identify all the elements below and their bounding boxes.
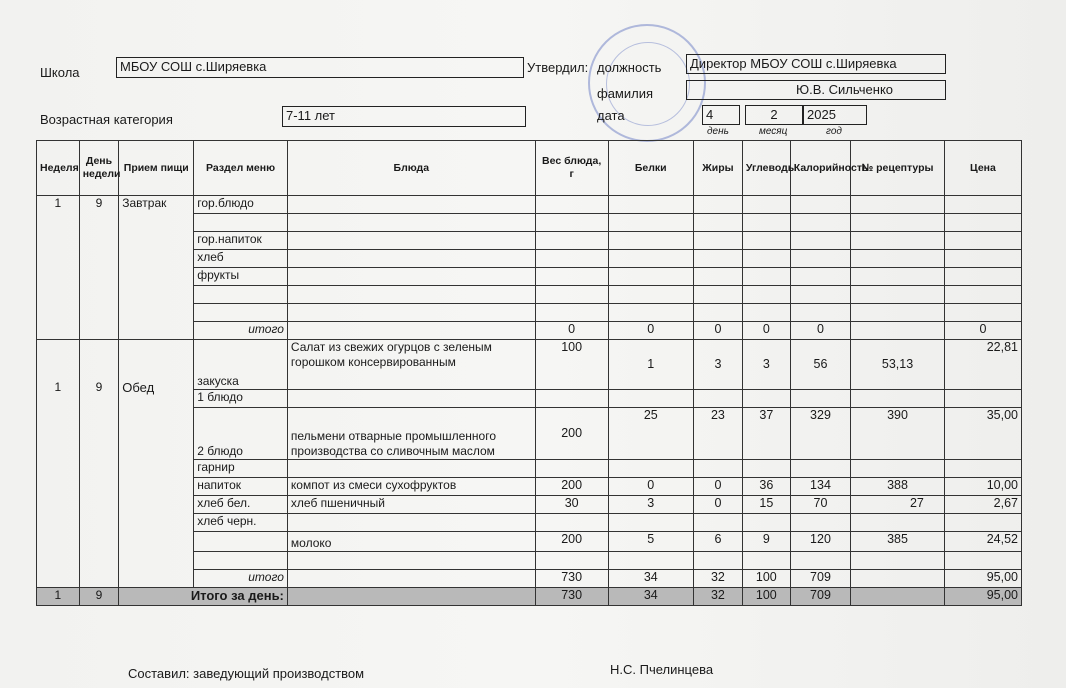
kcal-cell: 329	[790, 408, 850, 460]
kcal-cell: 134	[790, 478, 850, 496]
fat-cell: 3	[693, 340, 742, 390]
fat-cell: 0	[693, 496, 742, 514]
weight-cell: 200	[535, 478, 608, 496]
itogo-price: 0	[944, 322, 1021, 340]
itogo-kcal: 0	[790, 322, 850, 340]
fat-cell: 23	[693, 408, 742, 460]
lunch-meal: Обед	[119, 340, 194, 588]
section-cell: гарнир	[194, 460, 288, 478]
total-day: 9	[79, 588, 119, 606]
position-field: Директор МБОУ СОШ с.Ширяевка	[686, 54, 946, 74]
itogo-protein: 0	[608, 322, 693, 340]
itogo-weight: 0	[535, 322, 608, 340]
dish-cell: пельмени отварные промышленного производства со сливочным маслом	[287, 408, 535, 460]
total-carbs: 100	[742, 588, 790, 606]
total-kcal: 709	[790, 588, 850, 606]
total-protein: 34	[608, 588, 693, 606]
fat-cell: 0	[693, 478, 742, 496]
section-cell: закуска	[194, 340, 288, 390]
col-protein: Белки	[608, 141, 693, 196]
price-cell: 10,00	[944, 478, 1021, 496]
col-weight: Вес блюда, г	[535, 141, 608, 196]
carbs-cell: 37	[742, 408, 790, 460]
section-cell	[194, 552, 288, 570]
fat-cell: 6	[693, 532, 742, 552]
col-section: Раздел меню	[194, 141, 288, 196]
section-cell: напиток	[194, 478, 288, 496]
breakfast-week: 1	[37, 196, 80, 340]
dish-cell: Салат из свежих огурцов с зеленым горошком консервированным	[287, 340, 535, 390]
year-caption: год	[826, 126, 842, 137]
compiled-by-label: Составил: заведующий производством	[128, 666, 365, 681]
itogo-price: 95,00	[944, 570, 1021, 588]
weight-cell: 30	[535, 496, 608, 514]
itogo-weight: 730	[535, 570, 608, 588]
section-cell: хлеб бел.	[194, 496, 288, 514]
itogo-protein: 34	[608, 570, 693, 588]
compiled-by-name: Н.С. Пчелинцева	[610, 662, 714, 677]
date-month-field: 2	[745, 105, 803, 125]
itogo-fat: 0	[693, 322, 742, 340]
kcal-cell: 70	[790, 496, 850, 514]
section-cell: 1 блюдо	[194, 390, 288, 408]
itogo-kcal: 709	[790, 570, 850, 588]
col-meal: Прием пищи	[119, 141, 194, 196]
carbs-cell: 36	[742, 478, 790, 496]
protein-cell: 25	[608, 408, 693, 460]
lunch-week: 1	[37, 340, 80, 588]
protein-cell: 5	[608, 532, 693, 552]
table-row	[37, 196, 1022, 214]
protein-cell: 3	[608, 496, 693, 514]
recipe-cell: 385	[851, 532, 945, 552]
day-total-label: Итого за день:	[119, 588, 288, 606]
kcal-cell: 56	[790, 340, 850, 390]
section-cell	[194, 304, 288, 322]
carbs-cell: 15	[742, 496, 790, 514]
price-cell: 2,67	[944, 496, 1021, 514]
dish-cell: компот из смеси сухофруктов	[287, 478, 535, 496]
menu-table	[36, 140, 1022, 606]
total-weight: 730	[535, 588, 608, 606]
section-cell: гор.блюдо	[194, 196, 288, 214]
col-kcal: Калорийность	[790, 141, 850, 196]
price-cell: 24,52	[944, 532, 1021, 552]
price-cell: 35,00	[944, 408, 1021, 460]
total-fat: 32	[693, 588, 742, 606]
breakfast-day: 9	[79, 196, 119, 340]
surname-field: Ю.В. Сильченко	[686, 80, 946, 100]
date-day-field: 4	[702, 105, 740, 125]
col-week: Неделя	[37, 141, 80, 196]
kcal-cell: 120	[790, 532, 850, 552]
recipe-cell: 53,13	[851, 340, 945, 390]
protein-cell: 1	[608, 340, 693, 390]
carbs-cell: 9	[742, 532, 790, 552]
itogo-carbs: 100	[742, 570, 790, 588]
table-row	[37, 340, 1022, 390]
position-label: должность	[597, 60, 662, 75]
price-cell: 22,81	[944, 340, 1021, 390]
day-total-row	[37, 588, 1022, 606]
itogo-label: итого	[194, 322, 288, 340]
approved-label: Утвердил:	[527, 60, 589, 75]
col-price: Цена	[944, 141, 1021, 196]
col-recipe: № рецептуры	[851, 141, 945, 196]
protein-cell: 0	[608, 478, 693, 496]
itogo-fat: 32	[693, 570, 742, 588]
section-cell: 2 блюдо	[194, 408, 288, 460]
dish-cell: хлеб пшеничный	[287, 496, 535, 514]
recipe-cell: 390	[851, 408, 945, 460]
weight-cell: 100	[535, 340, 608, 390]
month-caption: месяц	[759, 126, 788, 137]
table-header-row	[37, 141, 1022, 196]
section-cell	[194, 214, 288, 232]
dish-cell	[287, 390, 535, 408]
section-cell: хлеб черн.	[194, 514, 288, 532]
school-label: Школа	[40, 65, 80, 80]
itogo-carbs: 0	[742, 322, 790, 340]
itogo-label: итого	[194, 570, 288, 588]
total-price: 95,00	[944, 588, 1021, 606]
total-week: 1	[37, 588, 80, 606]
section-cell: хлеб	[194, 250, 288, 268]
recipe-cell: 27	[851, 496, 945, 514]
school-field: МБОУ СОШ с.Ширяевка	[116, 57, 524, 78]
day-caption: день	[707, 126, 729, 137]
col-fat: Жиры	[693, 141, 742, 196]
age-category-field: 7-11 лет	[282, 106, 526, 127]
age-category-label: Возрастная категория	[40, 112, 173, 127]
date-year-field: 2025	[803, 105, 867, 125]
col-carbs: Углеводы	[742, 141, 790, 196]
col-day: День недели	[79, 141, 119, 196]
breakfast-meal: Завтрак	[119, 196, 194, 340]
weight-cell: 200	[535, 532, 608, 552]
recipe-cell: 388	[851, 478, 945, 496]
weight-cell: 200	[535, 408, 608, 460]
date-label: дата	[597, 108, 625, 123]
surname-label: фамилия	[597, 86, 654, 101]
dish-cell: молоко	[287, 532, 535, 552]
carbs-cell: 3	[742, 340, 790, 390]
section-cell: гор.напиток	[194, 232, 288, 250]
section-cell	[194, 532, 288, 552]
section-cell: фрукты	[194, 268, 288, 286]
col-dishes: Блюда	[287, 141, 535, 196]
lunch-day: 9	[79, 340, 119, 588]
section-cell	[194, 286, 288, 304]
